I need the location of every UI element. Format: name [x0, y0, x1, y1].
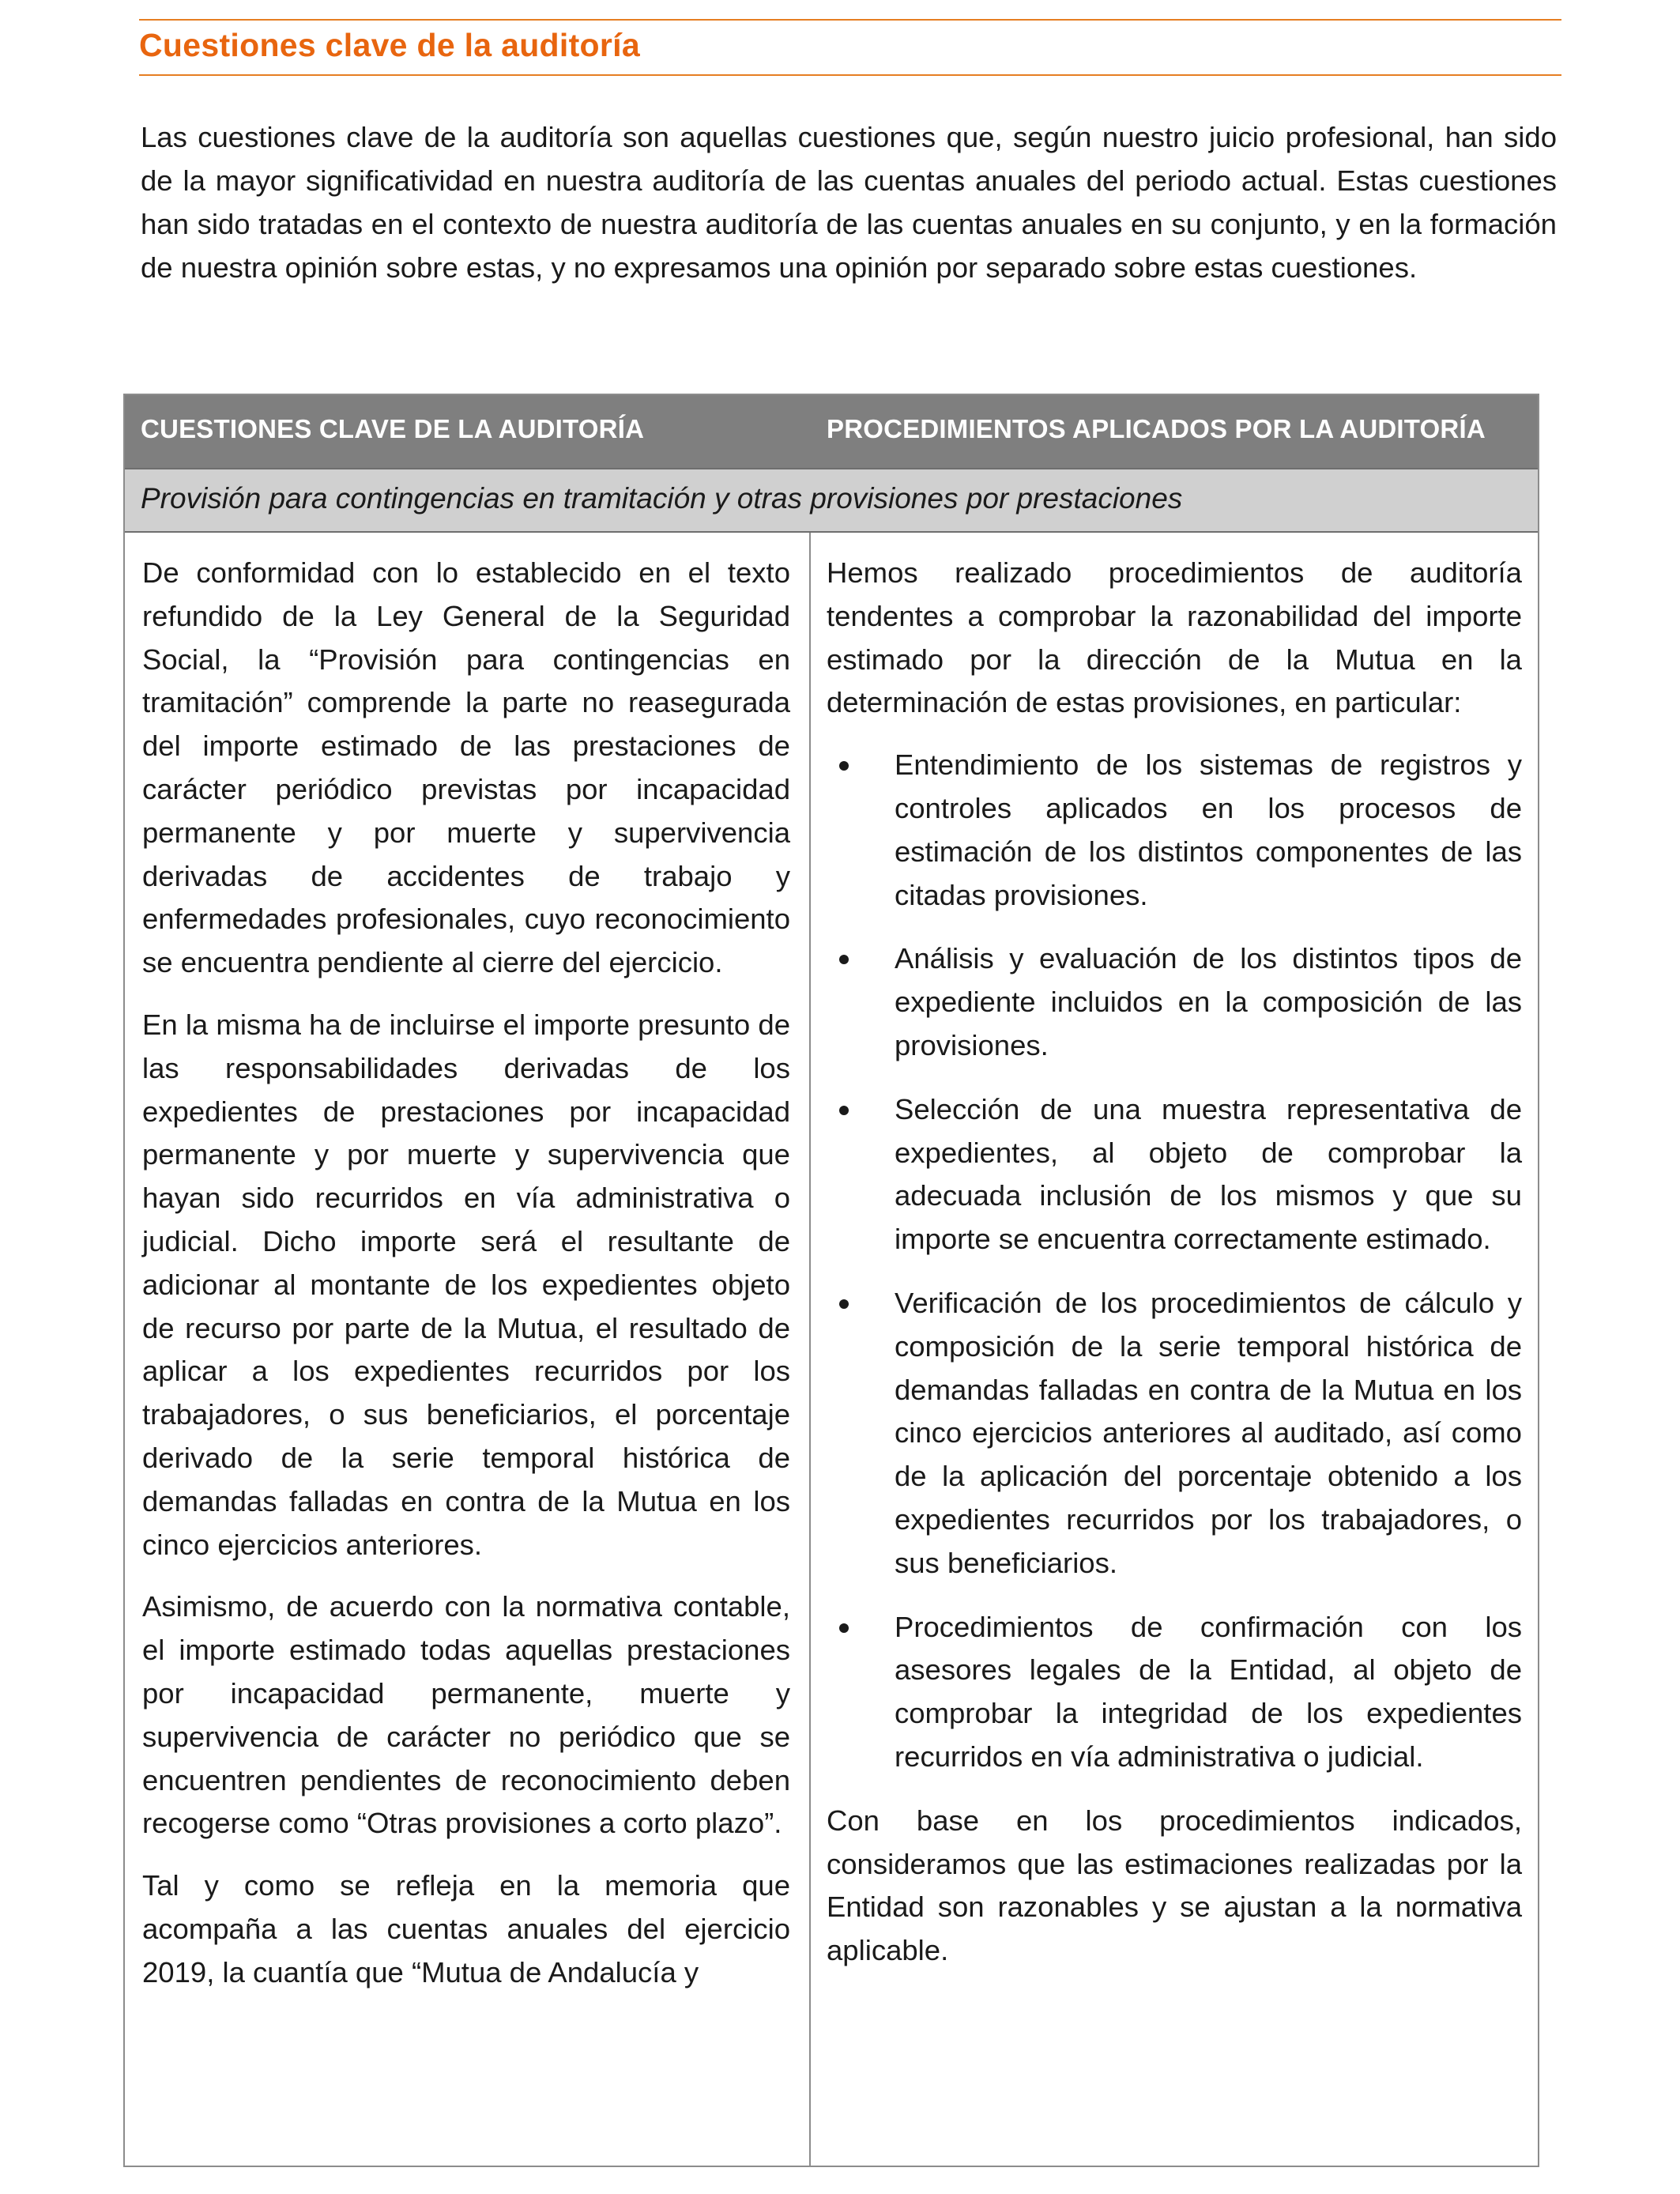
- bullet-icon: [839, 1106, 849, 1115]
- table-subheader-row: [125, 468, 1538, 533]
- procedures-list: [827, 744, 1522, 1779]
- list-item: [827, 1088, 1522, 1261]
- intro-paragraph: Las cuestiones clave de la auditoría son aquellas cuestiones que, según nuestro juicio profesional, han sido de la mayor significatividad en nuestra auditoría de las cuentas anuales del periodo actual. Estas cuestiones han sido tratadas en el contexto de nuestra auditoría de las cuentas anuales en su conjunto, y en la formación de nuestra opinión sobre estas, y no expresamos una opinión por separado sobre estas cuestiones.: [141, 121, 1557, 284]
- list-item: [827, 1606, 1522, 1779]
- list-item-text: Entendimiento de los sistemas de registros y controles aplicados en los procesos de estimación de los distintos componentes de las citadas provisiones.: [895, 748, 1522, 911]
- subheader-provision-title: Provisión para contingencias en tramitación y otras provisiones por prestaciones: [141, 482, 1183, 515]
- bullet-icon: [839, 761, 849, 771]
- column-divider: [809, 533, 811, 2167]
- bullet-icon: [839, 1299, 849, 1309]
- bullet-icon: [839, 955, 849, 964]
- table-header-row: [125, 395, 1538, 468]
- header-key-matters: CUESTIONES CLAVE DE LA AUDITORÍA: [141, 414, 645, 443]
- list-item-text: Procedimientos de confirmación con los asesores legales de la Entidad, al objeto de comprobar la integridad de los expedientes recurridos en vía administrativa o judicial.: [895, 1610, 1522, 1773]
- left-paragraph: De conformidad con lo establecido en el texto refundido de la Ley General de la Seguridad Social, la “Provisión para contingencias en tramitación” comprende la parte no reasegurada del importe estimado de las prestaciones de carácter periódico previstas por incapacidad permanente y por muerte y supervivencia derivadas de accidentes de trabajo y enfermedades profesionales, cuyo reconocimiento se encuentra pendiente al cierre del ejercicio.: [142, 556, 790, 979]
- list-item: [827, 744, 1522, 917]
- left-paragraph: En la misma ha de incluirse el importe presunto de las responsabilidades derivadas de los expedientes de prestaciones por incapacidad permanente y por muerte y supervivencia que hayan sido recurridos en vía administrativa o judicial. Dicho importe será el resultante de adicionar al montante de los expedientes objeto de recurso por parte de la Mutua, el resultado de aplicar a los expedientes recurridos por los trabajadores, o sus beneficiarios, el porcentaje derivado de la serie temporal histórica de demandas falladas en contra de la Mutua en los cinco ejercicios anteriores.: [142, 1008, 790, 1561]
- key-matters-column: [142, 552, 790, 2014]
- header-procedures: PROCEDIMIENTOS APLICADOS POR LA AUDITORÍA: [827, 414, 1486, 443]
- list-item: [827, 1282, 1522, 1585]
- list-item-text: Verificación de los procedimientos de cálculo y composición de la serie temporal histórica de demandas falladas en contra de la Mutua en los cinco ejercicios anteriores al auditado, así como de la aplicación del porcentaje obtenido a los expedientes recurridos por los trabajadores, o sus beneficiarios.: [895, 1286, 1522, 1579]
- left-paragraph: Asimismo, de acuerdo con la normativa contable, el importe estimado todas aquellas prestaciones por incapacidad permanente, muerte y supervivencia de carácter no periódico que se encuentren pendientes de reconocimiento deben recogerse como “Otras provisiones a corto plazo”.: [142, 1590, 790, 1840]
- list-item-text: Análisis y evaluación de los distintos tipos de expediente incluidos en la composición de las provisiones.: [895, 942, 1522, 1061]
- left-paragraph: Tal y como se refleja en la memoria que acompaña a las cuentas anuales del ejercicio 2019, la cuantía que “Mutua de Andalucía y: [142, 1869, 790, 1989]
- right-intro-paragraph: Hemos realizado procedimientos de auditoría tendentes a comprobar la razonabilidad del importe estimado por la dirección de la Mutua en la determinación de estas provisiones, en particular:: [827, 556, 1522, 719]
- section-heading: Cuestiones clave de la auditoría: [139, 27, 640, 63]
- audit-matters-table: [123, 394, 1539, 2167]
- procedures-column: [827, 552, 1522, 1992]
- right-conclusion-paragraph: Con base en los procedimientos indicados, consideramos que las estimaciones realizadas por la Entidad son razonables y se ajustan a la normativa aplicable.: [827, 1804, 1522, 1967]
- list-item-text: Selección de una muestra representativa de expedientes, al objeto de comprobar la adecuada inclusión de los mismos y que su importe se encuentra correctamente estimado.: [895, 1092, 1522, 1256]
- bullet-icon: [839, 1623, 849, 1633]
- list-item: [827, 937, 1522, 1067]
- section-heading-bar: [139, 19, 1561, 76]
